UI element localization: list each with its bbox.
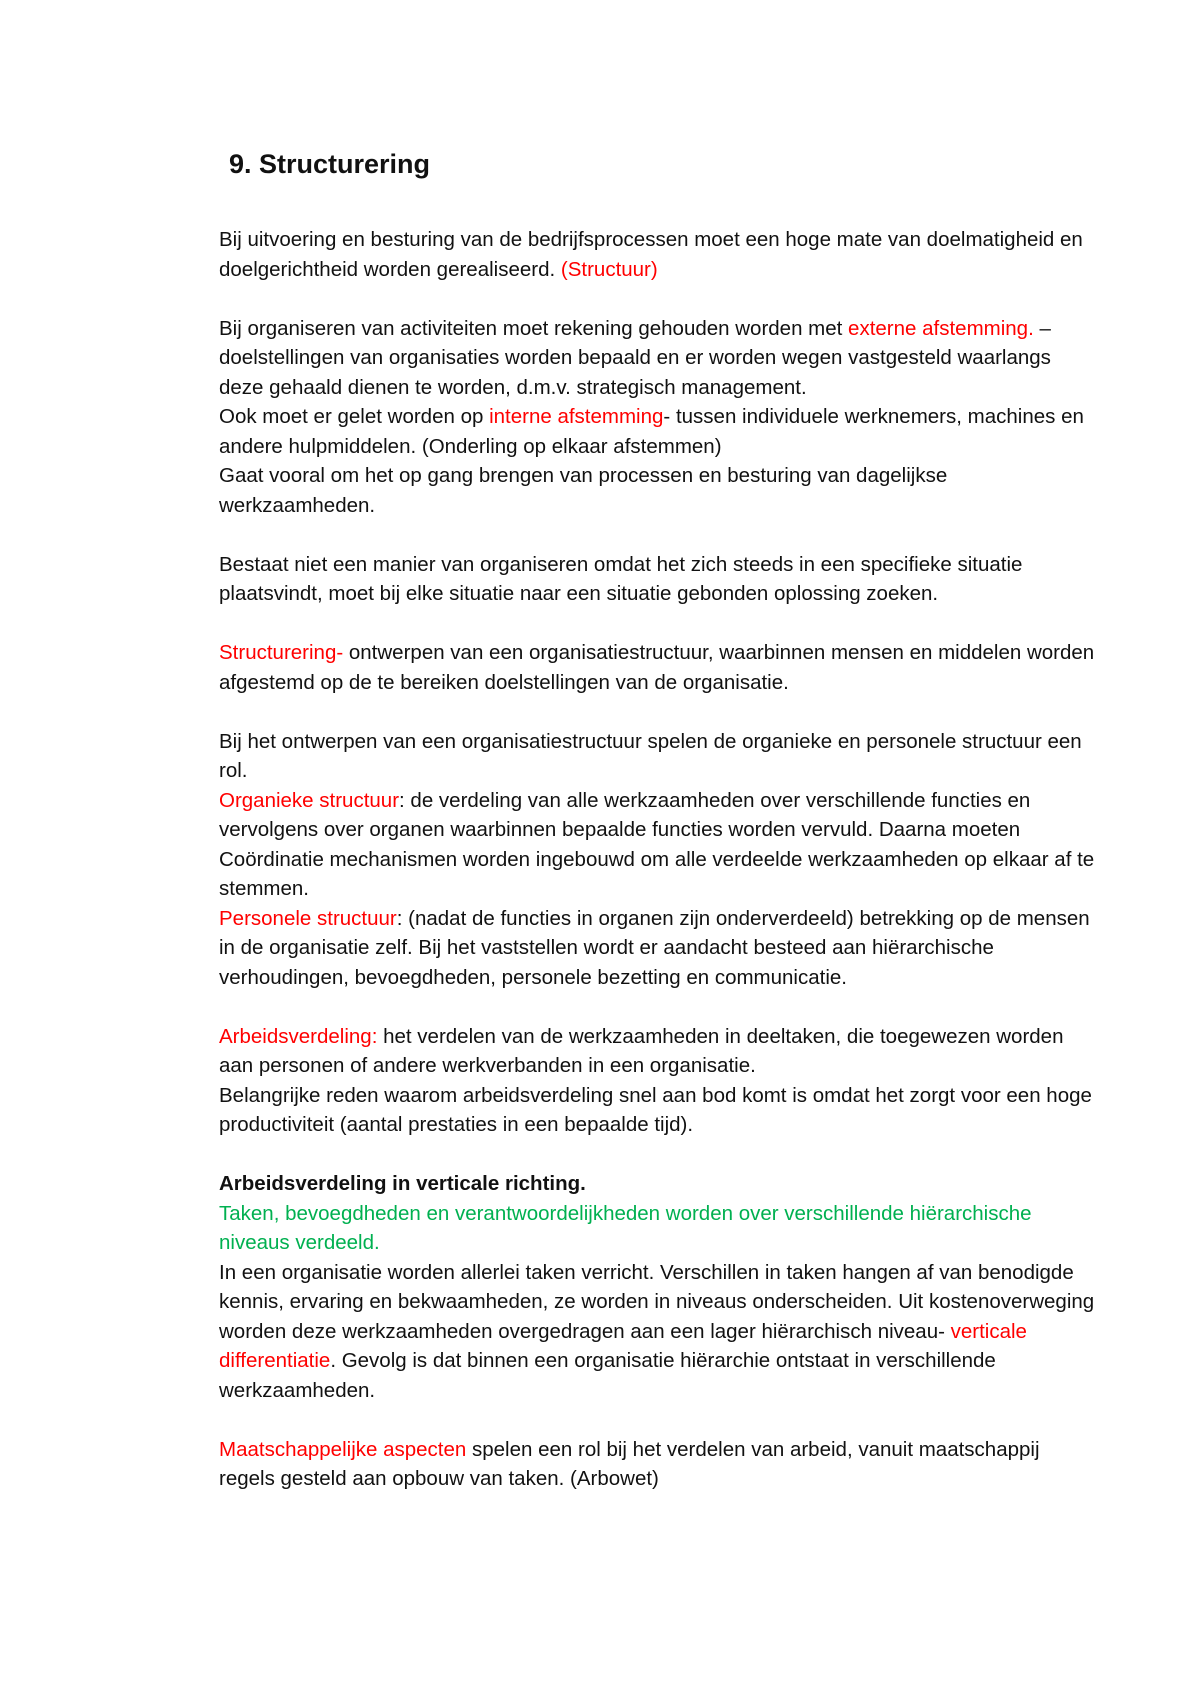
paragraph-12-highlight: verticale differentiatie (219, 1319, 1027, 1372)
paragraph-11: Belangrijke reden waarom arbeidsverdeling snel aan bod komt is omdat het zorgt voor een hoge productiviteit (aantal prestaties in een bepaalde tijd). (219, 1083, 1092, 1136)
paragraph-13-highlight: Maatschappelijke aspecten (219, 1437, 467, 1461)
paragraph-7: Bij het ontwerpen van een organisatiestructuur spelen de organieke en personele structuur een rol. (219, 729, 1082, 782)
document-body (219, 147, 1099, 1494)
paragraph-2-highlight: externe afstemming. (848, 316, 1034, 340)
paragraph-1-text: Bij uitvoering en besturing van de bedrijfsprocessen moet een hoge mate van doelmatigheid en doelgerichtheid worden gerealiseerd. (219, 228, 1083, 281)
paragraph-13-post: spelen een rol bij het verdelen van arbeid, vanuit maatschappij regels gesteld aan opbouw van taken. (Arbowet) (219, 1437, 1040, 1490)
paragraph-9-highlight: Personele structuur (219, 906, 397, 930)
paragraph-3 (219, 402, 1099, 461)
paragraph-10-highlight: Arbeidsverdeling: (219, 1024, 378, 1048)
green-statement: Taken, bevoegdheden en verantwoordelijkheden worden over verschillende hiërarchische niveaus verdeeld. (219, 1201, 1032, 1254)
paragraph-6 (219, 638, 1099, 697)
paragraph-2 (219, 314, 1099, 403)
paragraph-4: Gaat vooral om het op gang brengen van processen en besturing van dagelijkse werkzaamheden. (219, 464, 948, 517)
paragraph-2-pre: Bij organiseren van activiteiten moet rekening gehouden worden met (219, 316, 849, 340)
subheading-vertical: Arbeidsverdeling in verticale richting. (219, 1172, 586, 1195)
paragraph-12-post: . Gevolg is dat binnen een organisatie hiërarchie ontstaat in verschillende werkzaamheden. (219, 1349, 996, 1402)
paragraph-13 (219, 1435, 1099, 1494)
page-title: 9. Structurering (229, 149, 431, 179)
paragraph-2-post: – doelstellingen van organisaties worden bepaald en er worden wegen vastgesteld waarlangs deze gehaald dienen te worden, d.m.v. strategisch management. (219, 316, 1051, 399)
paragraph-9 (219, 904, 1099, 993)
paragraph-10-post: het verdelen van de werkzaamheden in deeltaken, die toegewezen worden aan personen of andere werkverbanden in een organisatie. (219, 1024, 1064, 1077)
paragraph-1 (219, 225, 1099, 284)
paragraph-6-highlight: Structurering- (219, 641, 344, 664)
paragraph-12-pre: In een organisatie worden allerlei taken verricht. Verschillen in taken hangen af van benodigde kennis, ervaring en bekwaamheden, ze worden in niveaus onderscheiden. Uit kostenoverweging worden deze werkzaamheden overgedragen aan een lager hiërarchisch niveau- (219, 1260, 1095, 1343)
paragraph-5: Bestaat niet een manier van organiseren omdat het zich steeds in een specifieke situatie plaatsvindt, moet bij elke situatie naar een situatie gebonden oplossing zoeken. (219, 552, 1023, 605)
paragraph-1-highlight: (Structuur) (560, 257, 658, 281)
paragraph-10 (219, 1022, 1099, 1081)
paragraph-9-post: : (nadat de functies in organen zijn onderverdeeld) betrekking op de mensen in de organisatie zelf. Bij het vaststellen wordt er aandacht besteed aan hiërarchische verhoudingen, bevoegdheden, personele bezetting en communicatie. (219, 906, 1090, 989)
paragraph-8-highlight: Organieke structuur (219, 788, 400, 812)
paragraph-3-post: - tussen individuele werknemers, machines en andere hulpmiddelen. (Onderling op elkaar afstemmen) (219, 405, 1084, 458)
paragraph-12 (219, 1258, 1099, 1406)
paragraph-8-post: : de verdeling van alle werkzaamheden over verschillende functies en vervolgens over organen waarbinnen bepaalde functies worden vervuld. Daarna moeten Coördinatie mechanismen worden ingebouwd om alle verdeelde werkzaamheden op elkaar af te stemmen. (219, 788, 1095, 900)
paragraph-8 (219, 786, 1099, 904)
paragraph-3-pre: Ook moet er gelet worden op (219, 405, 490, 428)
paragraph-3-highlight: interne afstemming (489, 405, 664, 428)
paragraph-6-post: ontwerpen van een organisatiestructuur, waarbinnen mensen en middelen worden afgestemd op de te bereiken doelstellingen van de organisatie. (219, 641, 1095, 694)
